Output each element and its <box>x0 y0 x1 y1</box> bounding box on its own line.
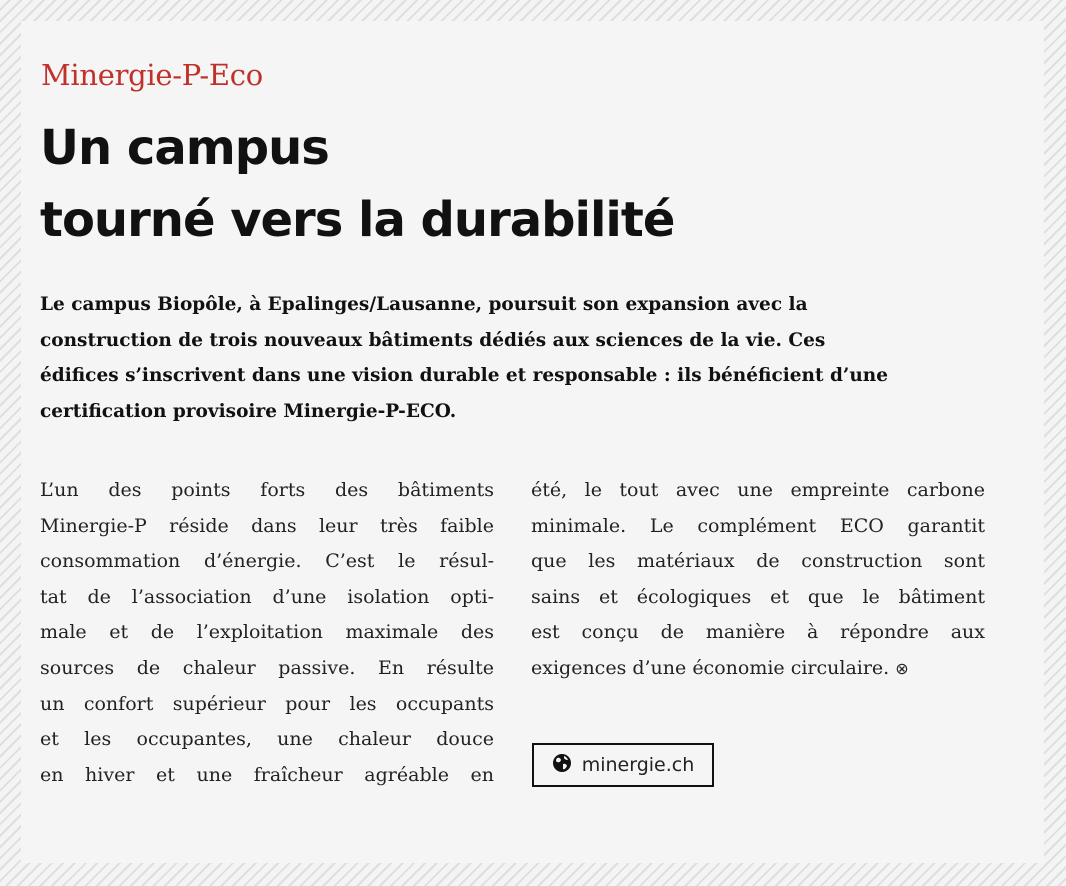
body-line: male et de l’exploitation maximale des <box>40 621 494 644</box>
body-line: sources de chaleur passive. En résulte <box>40 656 494 679</box>
minergie-link-button[interactable] <box>532 743 714 787</box>
body-line: et les occupantes, une chaleur douce <box>40 728 494 751</box>
lead-line: édifices s’inscrivent dans une vision durable et responsable : ils bénéficient d’une <box>40 365 889 386</box>
lead-line: certification provisoire Minergie-P-ECO. <box>40 400 457 422</box>
title-line: tourné vers la durabilité <box>40 192 675 248</box>
body-line-text: exigences d’une économie circulaire. <box>531 656 890 679</box>
body-column-left <box>40 473 494 793</box>
body-line: que les matériaux de construction sont <box>531 550 985 573</box>
body-line: est conçu de manière à répondre aux <box>531 621 985 644</box>
body-line: été, le tout avec une empreinte carbone <box>531 479 985 501</box>
body-line-last <box>531 651 985 687</box>
body-line: minimale. Le complément ECO garantit <box>531 514 985 537</box>
body-column-right <box>531 473 985 687</box>
link-label: minergie.ch <box>581 754 695 776</box>
article-title <box>40 112 674 256</box>
lead-line: Le campus Biopôle, à Epalinges/Lausanne, poursuit son expansion avec la <box>40 294 808 315</box>
article-kicker: Minergie-P-Eco <box>41 58 263 92</box>
body-line: L’un des points forts des bâtiments <box>40 479 494 501</box>
body-line: consommation d’énergie. C’est le résul- <box>40 550 494 573</box>
article-lead <box>40 287 990 429</box>
end-mark-icon: ⊗ <box>895 658 909 678</box>
body-line: un confort supérieur pour les occupants <box>40 692 494 715</box>
title-line: Un campus <box>40 120 329 176</box>
body-line: tat de l’association d’une isolation opti- <box>40 585 494 608</box>
body-line: en hiver et une fraîcheur agréable en <box>40 763 494 786</box>
body-line: Minergie-P réside dans leur très faible <box>40 514 494 537</box>
globe-icon <box>552 753 572 778</box>
body-line: sains et écologiques et que le bâtiment <box>531 585 985 608</box>
lead-line: construction de trois nouveaux bâtiments dédiés aux sciences de la vie. Ces <box>40 329 826 351</box>
